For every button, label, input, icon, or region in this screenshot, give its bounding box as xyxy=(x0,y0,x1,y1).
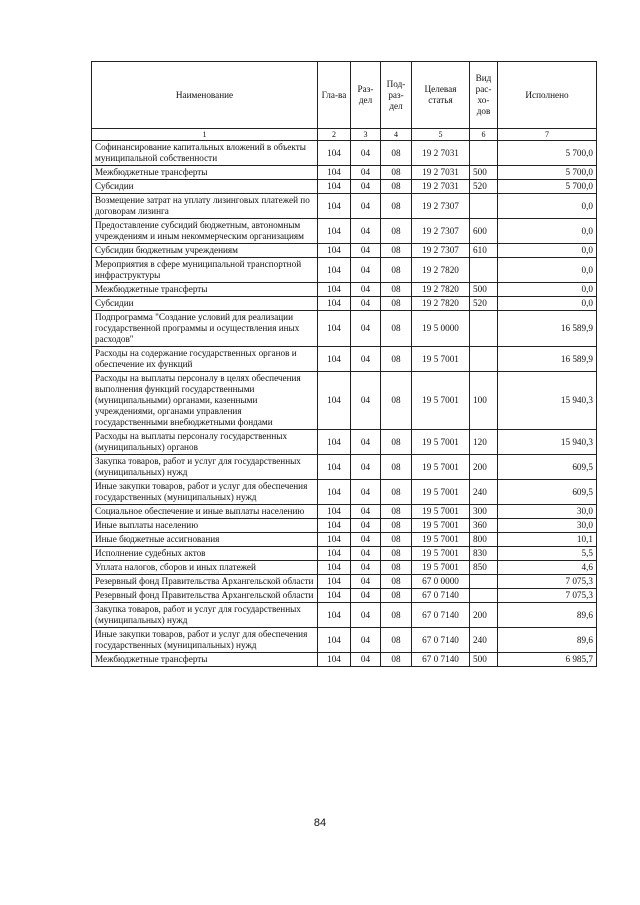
header-razdel: Раз-дел xyxy=(351,62,381,129)
table-row xyxy=(92,244,597,258)
budget-table xyxy=(91,61,597,667)
row-glava: 104 xyxy=(318,628,351,653)
row-value: 15 940,3 xyxy=(498,430,597,455)
row-vid: 100 xyxy=(470,372,498,430)
row-name: Иные закупки товаров, работ и услуг для обеспечения государственных (муниципальных) нужд xyxy=(92,628,318,653)
row-name: Резервный фонд Правительства Архангельской области xyxy=(92,589,318,603)
row-podrazdel: 08 xyxy=(381,653,412,667)
table-row xyxy=(92,166,597,180)
row-razdel: 04 xyxy=(351,244,381,258)
row-razdel: 04 xyxy=(351,430,381,455)
row-name: Расходы на выплаты персоналу в целях обеспечения выполнения функций государственными (муниципальными) органами, казенными учреждениями, органами управления государственными внебюджетными фондами xyxy=(92,372,318,430)
row-glava: 104 xyxy=(318,244,351,258)
row-name: Расходы на выплаты персоналу государственных (муниципальных) органов xyxy=(92,430,318,455)
table-row xyxy=(92,628,597,653)
row-vid: 500 xyxy=(470,166,498,180)
row-statya: 19 2 7031 xyxy=(412,166,470,180)
document-page xyxy=(91,61,596,667)
row-razdel: 04 xyxy=(351,194,381,219)
row-value: 7 075,3 xyxy=(498,589,597,603)
row-glava: 104 xyxy=(318,519,351,533)
row-glava: 104 xyxy=(318,311,351,347)
row-podrazdel: 08 xyxy=(381,505,412,519)
table-row xyxy=(92,547,597,561)
row-value: 0,0 xyxy=(498,297,597,311)
row-value: 16 589,9 xyxy=(498,347,597,372)
row-razdel: 04 xyxy=(351,547,381,561)
col-number: 6 xyxy=(470,129,498,141)
row-podrazdel: 08 xyxy=(381,283,412,297)
row-value: 5 700,0 xyxy=(498,180,597,194)
row-vid: 120 xyxy=(470,430,498,455)
row-vid: 200 xyxy=(470,455,498,480)
row-value: 7 075,3 xyxy=(498,575,597,589)
row-podrazdel: 08 xyxy=(381,628,412,653)
row-vid: 240 xyxy=(470,480,498,505)
row-podrazdel: 08 xyxy=(381,141,412,166)
row-glava: 104 xyxy=(318,575,351,589)
row-razdel: 04 xyxy=(351,628,381,653)
row-glava: 104 xyxy=(318,589,351,603)
row-statya: 19 2 7307 xyxy=(412,244,470,258)
row-glava: 104 xyxy=(318,347,351,372)
table-row xyxy=(92,561,597,575)
row-statya: 19 2 7031 xyxy=(412,180,470,194)
row-vid xyxy=(470,258,498,283)
row-vid xyxy=(470,347,498,372)
row-razdel: 04 xyxy=(351,347,381,372)
row-name: Социальное обеспечение и иные выплаты населению xyxy=(92,505,318,519)
row-glava: 104 xyxy=(318,603,351,628)
row-name: Субсидии xyxy=(92,297,318,311)
row-value: 6 985,7 xyxy=(498,653,597,667)
row-value: 5,5 xyxy=(498,547,597,561)
header-statya: Целевая статья xyxy=(412,62,470,129)
row-value: 89,6 xyxy=(498,628,597,653)
row-razdel: 04 xyxy=(351,283,381,297)
table-row xyxy=(92,372,597,430)
row-razdel: 04 xyxy=(351,519,381,533)
row-glava: 104 xyxy=(318,283,351,297)
row-value: 5 700,0 xyxy=(498,166,597,180)
row-name: Подпрограмма "Создание условий для реализации государственной программы и осуществления иных расходов" xyxy=(92,311,318,347)
row-glava: 104 xyxy=(318,219,351,244)
row-statya: 67 0 7140 xyxy=(412,589,470,603)
table-row xyxy=(92,533,597,547)
row-razdel: 04 xyxy=(351,603,381,628)
table-row xyxy=(92,180,597,194)
col-number: 3 xyxy=(351,129,381,141)
table-row xyxy=(92,258,597,283)
row-podrazdel: 08 xyxy=(381,219,412,244)
row-statya: 19 5 7001 xyxy=(412,480,470,505)
row-name: Иные закупки товаров, работ и услуг для обеспечения государственных (муниципальных) нужд xyxy=(92,480,318,505)
row-statya: 67 0 7140 xyxy=(412,653,470,667)
table-row xyxy=(92,480,597,505)
row-value: 0,0 xyxy=(498,244,597,258)
row-podrazdel: 08 xyxy=(381,561,412,575)
row-vid: 800 xyxy=(470,533,498,547)
row-glava: 104 xyxy=(318,430,351,455)
row-vid: 520 xyxy=(470,297,498,311)
row-glava: 104 xyxy=(318,372,351,430)
row-name: Иные выплаты населению xyxy=(92,519,318,533)
row-value: 89,6 xyxy=(498,603,597,628)
row-podrazdel: 08 xyxy=(381,372,412,430)
row-podrazdel: 08 xyxy=(381,180,412,194)
row-glava: 104 xyxy=(318,480,351,505)
row-razdel: 04 xyxy=(351,258,381,283)
table-row xyxy=(92,455,597,480)
row-value: 609,5 xyxy=(498,455,597,480)
row-glava: 104 xyxy=(318,141,351,166)
page-number: 84 xyxy=(313,817,327,829)
row-name: Межбюджетные трансферты xyxy=(92,283,318,297)
row-razdel: 04 xyxy=(351,480,381,505)
row-value: 30,0 xyxy=(498,505,597,519)
header-value: Исполнено xyxy=(498,62,597,129)
row-podrazdel: 08 xyxy=(381,519,412,533)
row-name: Мероприятия в сфере муниципальной транспортной инфраструктуры xyxy=(92,258,318,283)
row-glava: 104 xyxy=(318,194,351,219)
row-statya: 19 2 7820 xyxy=(412,258,470,283)
row-vid: 850 xyxy=(470,561,498,575)
row-value: 30,0 xyxy=(498,519,597,533)
row-podrazdel: 08 xyxy=(381,589,412,603)
row-name: Расходы на содержание государственных органов и обеспечение их функций xyxy=(92,347,318,372)
row-podrazdel: 08 xyxy=(381,311,412,347)
table-row xyxy=(92,505,597,519)
row-podrazdel: 08 xyxy=(381,166,412,180)
row-razdel: 04 xyxy=(351,180,381,194)
row-statya: 19 2 7307 xyxy=(412,194,470,219)
header-glava: Гла-ва xyxy=(318,62,351,129)
row-value: 15 940,3 xyxy=(498,372,597,430)
row-value: 10,1 xyxy=(498,533,597,547)
row-glava: 104 xyxy=(318,258,351,283)
row-podrazdel: 08 xyxy=(381,547,412,561)
row-value: 4,6 xyxy=(498,561,597,575)
row-name: Софинансирование капитальных вложений в объекты муниципальной собственности xyxy=(92,141,318,166)
table-row xyxy=(92,311,597,347)
row-name: Исполнение судебных актов xyxy=(92,547,318,561)
row-razdel: 04 xyxy=(351,219,381,244)
row-name: Уплата налогов, сборов и иных платежей xyxy=(92,561,318,575)
row-statya: 67 0 7140 xyxy=(412,628,470,653)
col-number: 7 xyxy=(498,129,597,141)
table-body xyxy=(92,141,597,667)
row-razdel: 04 xyxy=(351,653,381,667)
table-row xyxy=(92,653,597,667)
row-razdel: 04 xyxy=(351,561,381,575)
row-statya: 19 5 7001 xyxy=(412,519,470,533)
row-statya: 19 2 7820 xyxy=(412,297,470,311)
row-razdel: 04 xyxy=(351,166,381,180)
row-razdel: 04 xyxy=(351,505,381,519)
row-vid: 500 xyxy=(470,653,498,667)
row-razdel: 04 xyxy=(351,575,381,589)
row-vid: 830 xyxy=(470,547,498,561)
row-glava: 104 xyxy=(318,297,351,311)
row-podrazdel: 08 xyxy=(381,244,412,258)
table-row xyxy=(92,589,597,603)
row-vid xyxy=(470,194,498,219)
row-podrazdel: 08 xyxy=(381,455,412,480)
row-podrazdel: 08 xyxy=(381,194,412,219)
header-podrazdel: Под-раз-дел xyxy=(381,62,412,129)
row-vid: 240 xyxy=(470,628,498,653)
row-name: Резервный фонд Правительства Архангельской области xyxy=(92,575,318,589)
row-name: Межбюджетные трансферты xyxy=(92,653,318,667)
table-row xyxy=(92,519,597,533)
row-name: Возмещение затрат на уплату лизинговых платежей по договорам лизинга xyxy=(92,194,318,219)
row-value: 0,0 xyxy=(498,219,597,244)
row-statya: 19 2 7820 xyxy=(412,283,470,297)
row-statya: 19 5 7001 xyxy=(412,561,470,575)
row-statya: 19 5 7001 xyxy=(412,347,470,372)
row-podrazdel: 08 xyxy=(381,575,412,589)
row-value: 5 700,0 xyxy=(498,141,597,166)
row-statya: 19 2 7031 xyxy=(412,141,470,166)
row-glava: 104 xyxy=(318,547,351,561)
row-vid: 360 xyxy=(470,519,498,533)
row-razdel: 04 xyxy=(351,311,381,347)
header-name: Наименование xyxy=(92,62,318,129)
row-statya: 19 5 7001 xyxy=(412,505,470,519)
row-glava: 104 xyxy=(318,166,351,180)
row-statya: 19 5 7001 xyxy=(412,547,470,561)
table-row xyxy=(92,347,597,372)
row-podrazdel: 08 xyxy=(381,347,412,372)
row-vid: 610 xyxy=(470,244,498,258)
row-statya: 19 5 7001 xyxy=(412,430,470,455)
row-podrazdel: 08 xyxy=(381,603,412,628)
row-glava: 104 xyxy=(318,561,351,575)
row-statya: 67 0 7140 xyxy=(412,603,470,628)
col-number: 2 xyxy=(318,129,351,141)
table-row xyxy=(92,141,597,166)
row-statya: 19 5 7001 xyxy=(412,533,470,547)
table-row xyxy=(92,194,597,219)
row-vid xyxy=(470,575,498,589)
row-razdel: 04 xyxy=(351,141,381,166)
row-vid: 300 xyxy=(470,505,498,519)
header-vid: Вид рас-хо-дов xyxy=(470,62,498,129)
row-podrazdel: 08 xyxy=(381,430,412,455)
row-value: 0,0 xyxy=(498,258,597,283)
row-vid xyxy=(470,311,498,347)
row-name: Закупка товаров, работ и услуг для государственных (муниципальных) нужд xyxy=(92,455,318,480)
row-glava: 104 xyxy=(318,180,351,194)
row-podrazdel: 08 xyxy=(381,297,412,311)
row-name: Субсидии бюджетным учреждениям xyxy=(92,244,318,258)
row-value: 609,5 xyxy=(498,480,597,505)
row-name: Закупка товаров, работ и услуг для государственных (муниципальных) нужд xyxy=(92,603,318,628)
row-razdel: 04 xyxy=(351,589,381,603)
row-podrazdel: 08 xyxy=(381,480,412,505)
row-vid: 520 xyxy=(470,180,498,194)
col-number: 1 xyxy=(92,129,318,141)
row-vid xyxy=(470,589,498,603)
column-number-row xyxy=(92,129,597,141)
row-vid: 600 xyxy=(470,219,498,244)
row-value: 16 589,9 xyxy=(498,311,597,347)
row-statya: 19 2 7307 xyxy=(412,219,470,244)
row-name: Субсидии xyxy=(92,180,318,194)
row-name: Межбюджетные трансферты xyxy=(92,166,318,180)
row-vid: 500 xyxy=(470,283,498,297)
row-razdel: 04 xyxy=(351,455,381,480)
table-row xyxy=(92,430,597,455)
table-row xyxy=(92,283,597,297)
row-name: Иные бюджетные ассигнования xyxy=(92,533,318,547)
row-podrazdel: 08 xyxy=(381,533,412,547)
row-glava: 104 xyxy=(318,653,351,667)
row-podrazdel: 08 xyxy=(381,258,412,283)
table-row xyxy=(92,297,597,311)
row-vid: 200 xyxy=(470,603,498,628)
table-row xyxy=(92,219,597,244)
col-number: 5 xyxy=(412,129,470,141)
row-glava: 104 xyxy=(318,455,351,480)
row-glava: 104 xyxy=(318,533,351,547)
row-statya: 19 5 0000 xyxy=(412,311,470,347)
row-glava: 104 xyxy=(318,505,351,519)
table-row xyxy=(92,603,597,628)
col-number: 4 xyxy=(381,129,412,141)
row-vid xyxy=(470,141,498,166)
row-razdel: 04 xyxy=(351,533,381,547)
header-row xyxy=(92,62,597,129)
row-statya: 19 5 7001 xyxy=(412,455,470,480)
row-razdel: 04 xyxy=(351,372,381,430)
table-row xyxy=(92,575,597,589)
row-value: 0,0 xyxy=(498,283,597,297)
row-name: Предоставление субсидий бюджетным, автономным учреждениям и иным некоммерческим организациям xyxy=(92,219,318,244)
row-statya: 19 5 7001 xyxy=(412,372,470,430)
row-razdel: 04 xyxy=(351,297,381,311)
row-value: 0,0 xyxy=(498,194,597,219)
row-statya: 67 0 0000 xyxy=(412,575,470,589)
